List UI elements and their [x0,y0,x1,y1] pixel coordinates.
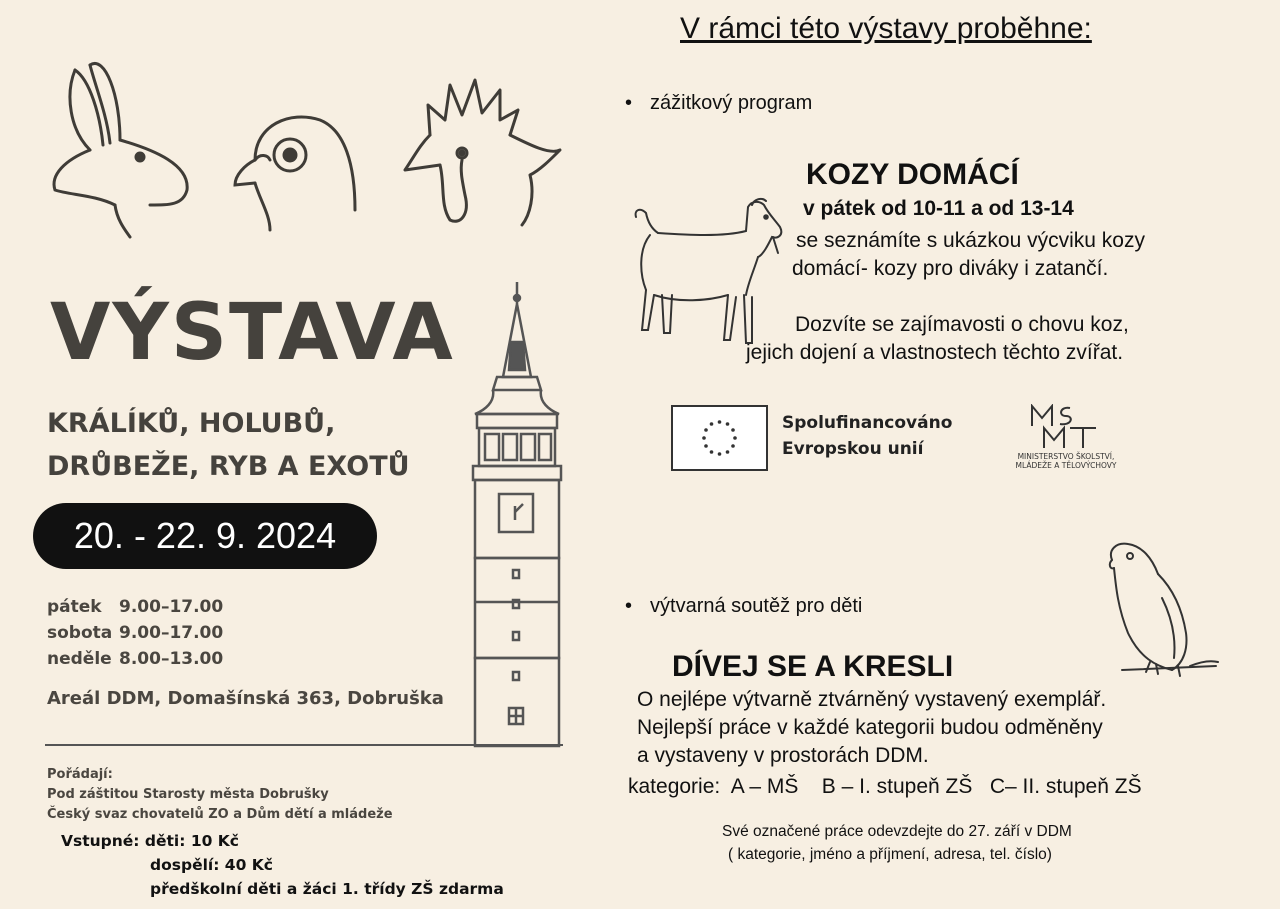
contest-title: DÍVEJ SE A KRESLI [672,650,954,683]
goat-icon [628,195,793,350]
admission-fees: Vstupné: děti: 10 Kč dospělí: 40 Kč předškolní děti a žáci 1. třídy ZŠ zdarma [61,832,504,898]
program-heading: V rámci této výstavy proběhne: [680,12,1092,45]
goat-title: KOZY DOMÁCÍ [806,158,1019,191]
bullet-art-contest: • výtvarná soutěž pro děti [625,595,862,618]
bullet-experience-program: • zážitkový program [625,92,812,115]
parrot-icon [1100,538,1220,683]
eu-flag-icon [671,405,768,471]
subtitle [47,402,410,488]
goat-desc-3: Dozvíte se zajímavosti o chovu koz, [795,313,1129,336]
eu-funding-text: Spolufinancováno Evropskou unií [782,413,953,459]
pigeon-icon [230,105,360,235]
date-badge: 20. - 22. 9. 2024 [33,503,377,569]
contest-categories: kategorie: A – MŠ B – I. stupeň ZŠ C– II. stupeň ZŠ [628,775,1142,798]
hours-row: neděle 8.00–13.00 [47,649,224,669]
address: Areál DDM, Domašínská 363, Dobruška [47,688,444,709]
organizers: Pořádají: Pod záštitou Starosty města Dobrušky Český svaz chovatelů ZO a Dům dětí a mládeže [47,767,393,822]
goat-desc-1: se seznámíte s ukázkou výcviku kozy [796,229,1145,252]
subtitle-line-1: KRÁLÍKŮ, HOLUBŮ, [47,408,336,439]
contest-desc-2: Nejlepší práce v každé kategorii budou odměněny [637,716,1103,739]
submit-info-2: ( kategorie, jméno a příjmení, adresa, tel. číslo) [728,846,1052,863]
rooster-icon [400,75,570,245]
divider [45,744,563,746]
goat-desc-4: jejich dojení a vlastnostech těchto zvířat. [746,341,1124,364]
submit-info-1: Své označené práce odevzdejte do 27. září v DDM [722,823,1072,840]
contest-desc-1: O nejlépe výtvarně ztvárněný vystavený exemplář. [637,688,1107,711]
page-title: VÝSTAVA [50,288,455,378]
hours-row: sobota 9.00–17.00 [47,623,224,643]
rabbit-icon [45,55,195,240]
msmt-text: MINISTERSTVO ŠKOLSTVÍ, MLÁDEŽE A TĚLOVÝCHOVY [1015,452,1117,470]
msmt-logo [1030,404,1100,450]
goat-time: v pátek od 10-11 a od 13-14 [803,197,1074,220]
goat-desc-2: domácí- kozy pro diváky i zatančí. [792,257,1109,280]
hours-row: pátek 9.00–17.00 [47,597,224,617]
tower-icon [465,282,570,748]
opening-hours [47,594,223,672]
subtitle-line-2: DRŮBEŽE, RYB A EXOTŮ [47,451,410,482]
contest-desc-3: a vystaveny v prostorách DDM. [637,744,929,767]
